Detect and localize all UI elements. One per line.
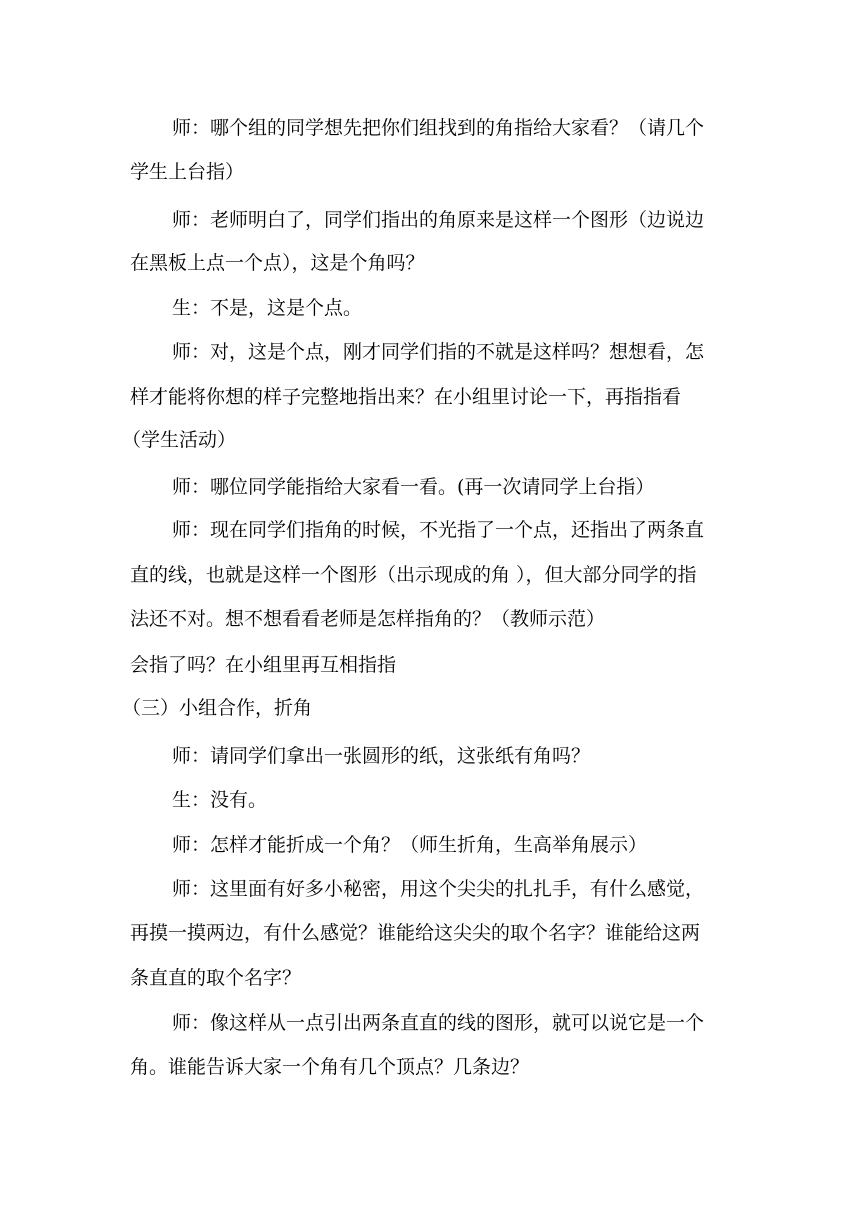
text-line: 师：哪个组的同学想先把你们组找到的角指给大家看？（请几个: [172, 117, 705, 139]
text-line: 在黑板上点一个点），这是个角吗？: [130, 252, 425, 274]
text-line: 会指了吗？在小组里再互相指指: [130, 654, 397, 676]
text-line: 生：不是，这是个点。: [172, 297, 363, 319]
text-line: 师：哪位同学能指给大家看一看。(再一次请同学上台指）: [172, 476, 655, 498]
text-line: 师：这里面有好多小秘密，用这个尖尖的扎扎手，有什么感觉，: [172, 878, 705, 900]
text-line: 角。谁能告诉大家一个角有几个顶点？几条边？: [130, 1056, 530, 1078]
text-line: 师：对，这是个点，刚才同学们指的不就是这样吗？想想看，怎: [172, 341, 705, 363]
text-line: 师：怎样才能折成一个角？（师生折角，生高举角展示）: [172, 834, 648, 856]
text-line: 师：请同学们拿出一张圆形的纸，这张纸有角吗？: [172, 745, 591, 767]
text-line: 法还不对。想不想看看老师是怎样指角的？（教师示范）: [130, 608, 606, 630]
text-line: 直的线，也就是这样一个图形（出示现成的角 ），但大部分同学的指: [130, 564, 697, 586]
text-line: 学生上台指）: [130, 161, 245, 183]
text-line: 生：没有。: [172, 789, 268, 811]
text-line: （学生活动）: [122, 429, 237, 451]
text-line: 师：老师明白了，同学们指出的角原来是这样一个图形（边说边: [172, 209, 705, 231]
text-line: 师：像这样从一点引出两条直直的线的图形，就可以说它是一个: [172, 1012, 705, 1034]
section-heading: （三）小组合作，折角: [122, 697, 313, 719]
text-line: 样才能将你想的样子完整地指出来？在小组里讨论一下，再指指看: [130, 386, 682, 408]
text-line: 师：现在同学们指角的时候，不光指了一个点，还指出了两条直: [172, 519, 705, 541]
text-line: 条直直的取个名字？: [130, 967, 302, 989]
text-line: 再摸一摸两边，有什么感觉？谁能给这尖尖的取个名字？谁能给这两: [130, 922, 701, 944]
